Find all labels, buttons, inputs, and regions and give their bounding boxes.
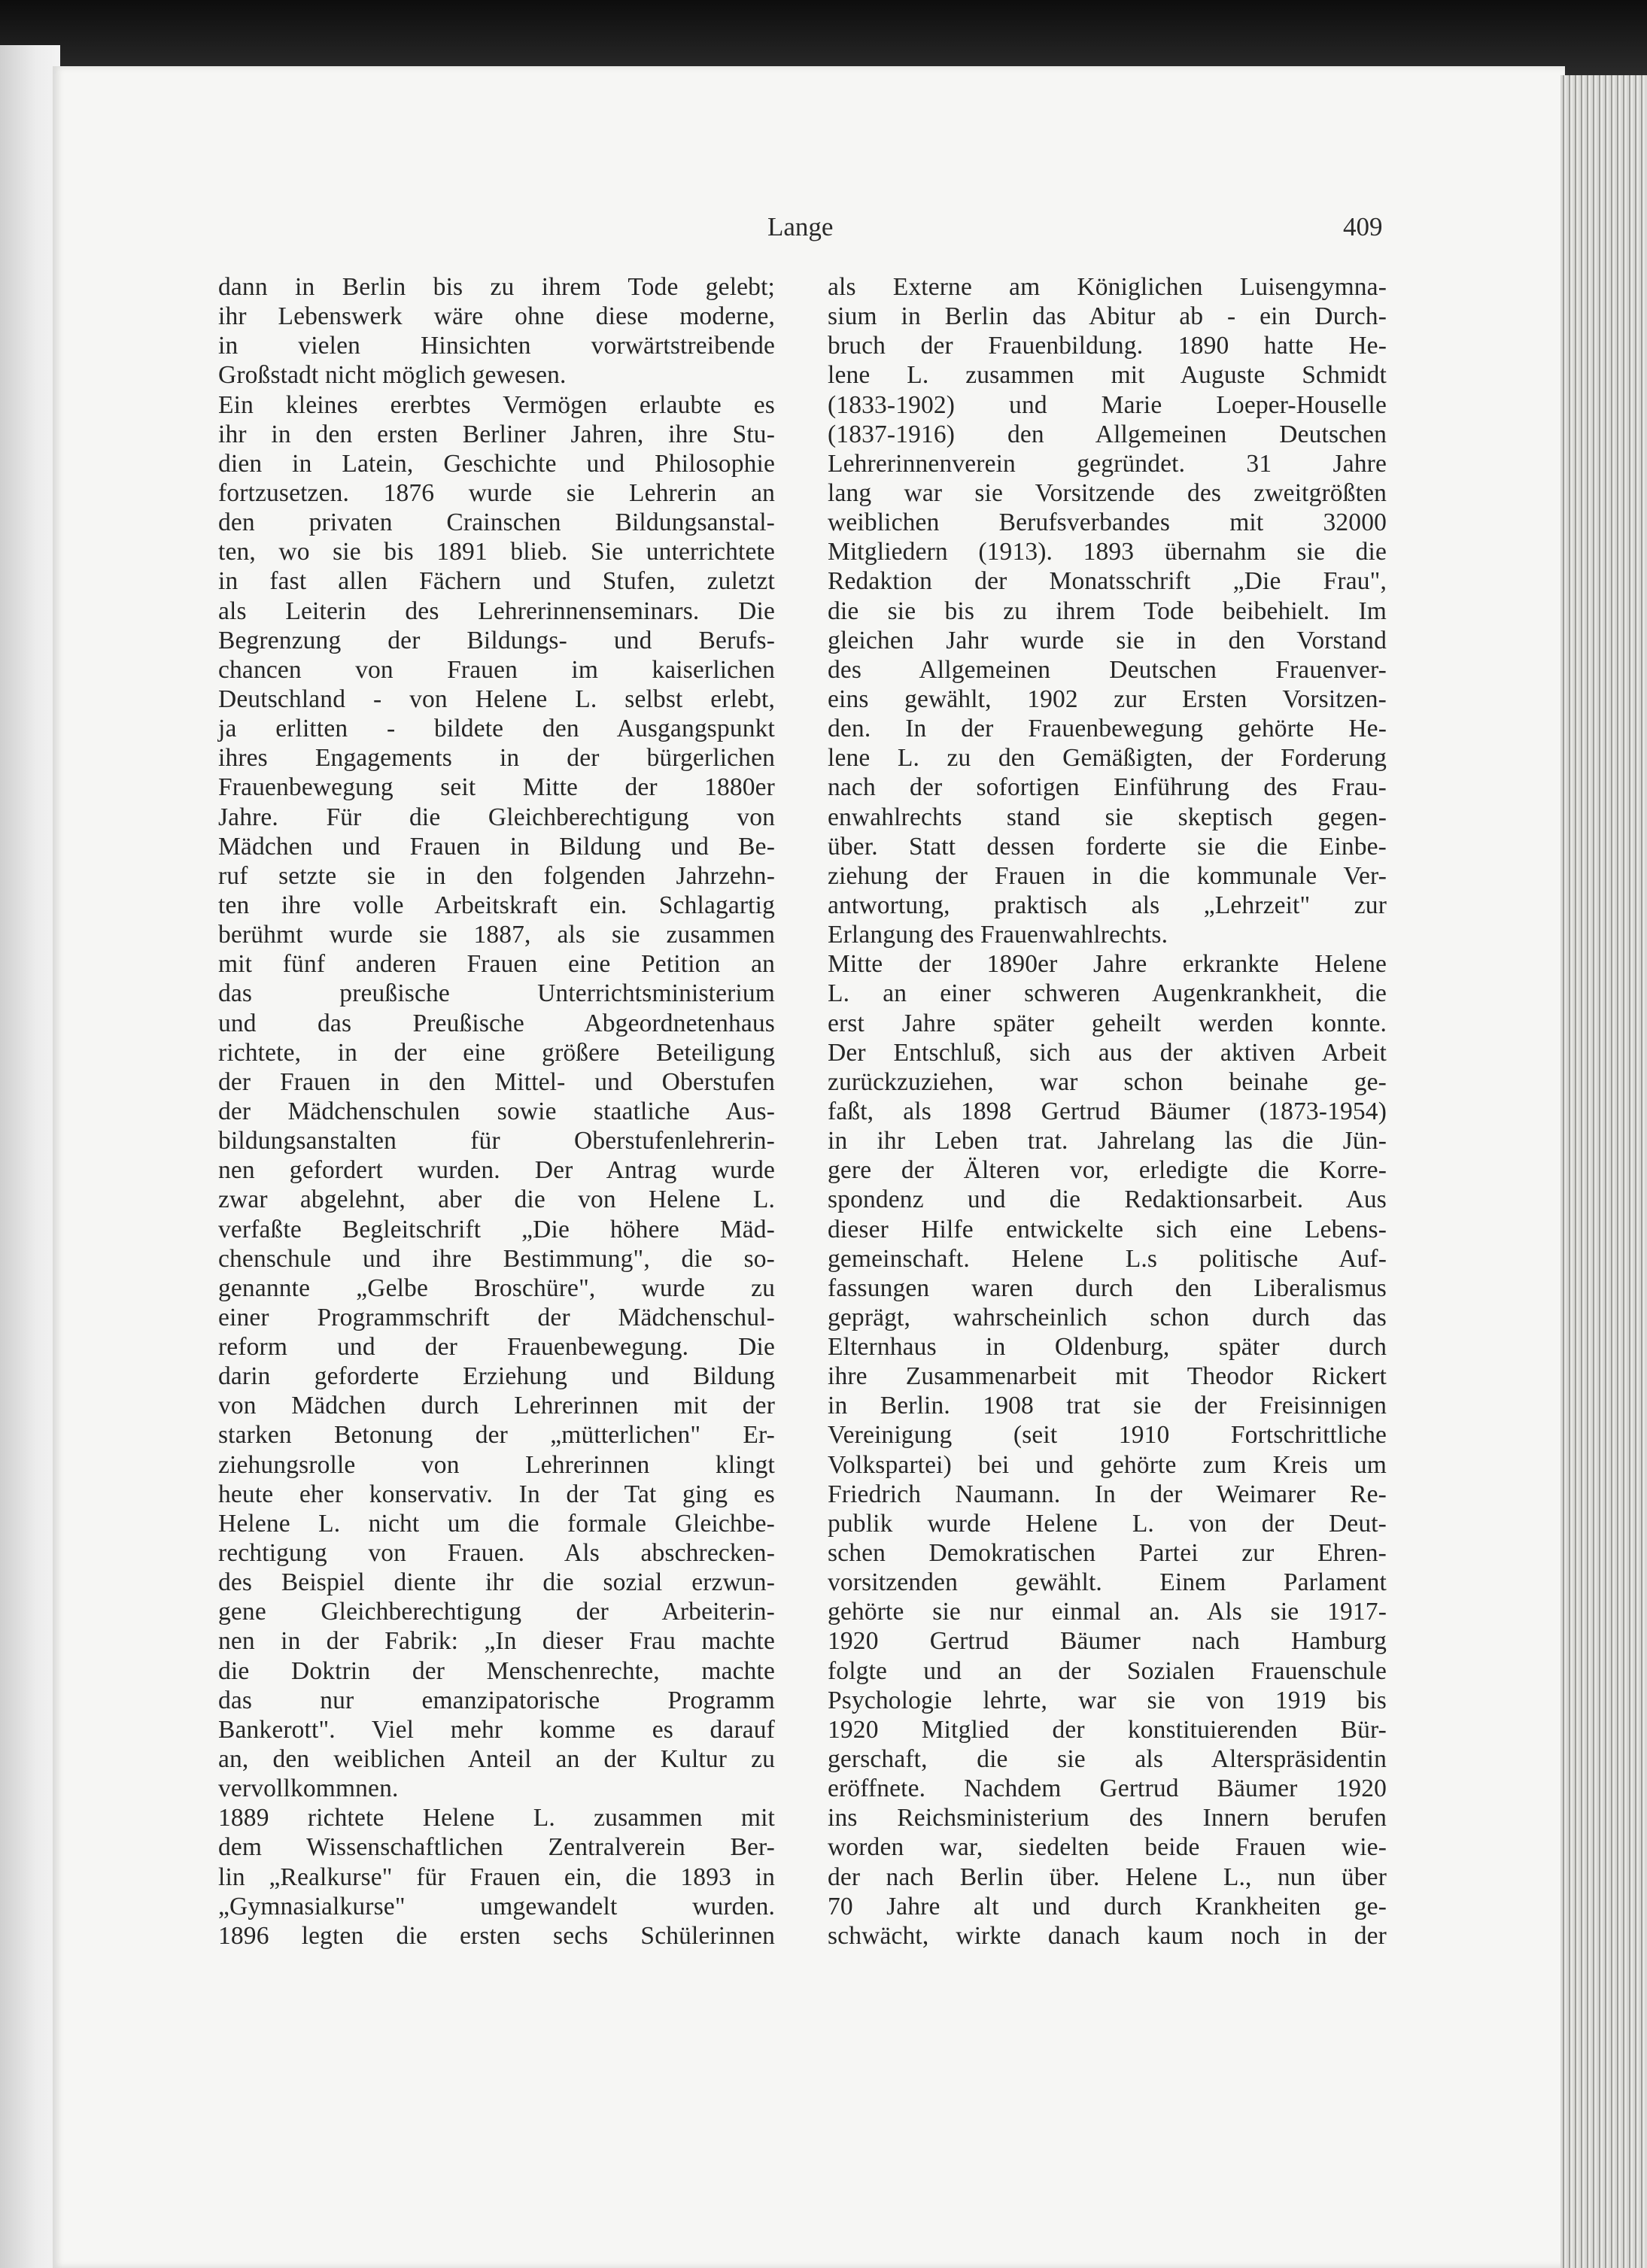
text-line: dieser Hilfe entwickelte sich eine Lebens-: [828, 1215, 1387, 1243]
text-line: über. Statt dessen forderte sie die Einbe-: [828, 832, 1387, 861]
text-line: lang war sie Vorsitzende des zweitgrößten: [828, 478, 1387, 507]
text-line: darin geforderte Erziehung und Bildung: [218, 1362, 775, 1391]
text-line: antwortung, praktisch als „Lehrzeit" zur: [828, 891, 1387, 919]
left-text-column: [218, 272, 775, 1951]
text-line: 1896 legten die ersten sechs Schülerinnen: [218, 1921, 775, 1950]
text-line: 1889 richtete Helene L. zusammen mit: [218, 1804, 775, 1832]
text-line: richtete, in der eine größere Beteiligung: [218, 1038, 775, 1067]
text-line: der nach Berlin über. Helene L., nun über: [828, 1863, 1387, 1891]
text-line: reform und der Frauenbewegung. Die: [218, 1333, 775, 1362]
text-line: ja erlitten - bildete den Ausgangspunkt: [218, 715, 775, 743]
text-line: enwahlrechts stand sie skeptisch gegen-: [828, 803, 1387, 831]
text-line: ins Reichsministerium des Innern berufen: [828, 1804, 1387, 1832]
facing-page-edge: [0, 45, 60, 2268]
text-line: Volkspartei) bei und gehörte zum Kreis um: [828, 1450, 1387, 1479]
text-line: spondenz und die Redaktionsarbeit. Aus: [828, 1186, 1387, 1214]
text-line: nach der sofortigen Einführung des Frau-: [828, 773, 1387, 802]
text-line: ziehungsrolle von Lehrerinnen klingt: [218, 1450, 775, 1479]
text-line: chancen von Frauen im kaiserlichen: [218, 655, 775, 684]
text-line: ihre Zusammenarbeit mit Theodor Rickert: [828, 1362, 1387, 1391]
text-line: Großstadt nicht möglich gewesen.: [218, 361, 567, 390]
text-line: lin „Realkurse" für Frauen ein, die 1893 in: [218, 1863, 775, 1891]
text-line: (1837-1916) den Allgemeinen Deutschen: [828, 420, 1387, 448]
text-line: schwächt, wirkte danach kaum noch in der: [828, 1921, 1387, 1950]
text-line: die Doktrin der Menschenrechte, machte: [218, 1656, 775, 1685]
text-line: L. an einer schweren Augenkrankheit, die: [828, 979, 1387, 1008]
text-line: dien in Latein, Geschichte und Philosophie: [218, 449, 775, 478]
text-line: gere der Älteren vor, erledigte die Korre-: [828, 1156, 1387, 1185]
text-line: das preußische Unterrichtsministerium: [218, 979, 775, 1008]
text-line: nen gefordert wurden. Der Antrag wurde: [218, 1156, 775, 1185]
text-line: Frauenbewegung seit Mitte der 1880er: [218, 773, 775, 802]
text-line: Der Entschluß, sich aus der aktiven Arbeit: [828, 1038, 1387, 1067]
text-line: Ein kleines ererbtes Vermögen erlaubte es: [218, 390, 775, 419]
text-line: sium in Berlin das Abitur ab - ein Durch-: [828, 302, 1387, 331]
text-line: vorsitzenden gewählt. Einem Parlament: [828, 1568, 1387, 1597]
text-line: rechtigung von Frauen. Als abschrecken-: [218, 1539, 775, 1568]
text-line: gemeinschaft. Helene L.s politische Auf-: [828, 1244, 1387, 1273]
text-line: als Externe am Königlichen Luisengymna-: [828, 273, 1387, 301]
text-line: nen in der Fabrik: „In dieser Frau machte: [218, 1627, 775, 1656]
text-line: Deutschland - von Helene L. selbst erlebt,: [218, 685, 775, 713]
text-line: genannte „Gelbe Broschüre", wurde zu: [218, 1274, 775, 1302]
text-line: Bankerott". Viel mehr komme es darauf: [218, 1715, 775, 1744]
text-line: weiblichen Berufsverbandes mit 32000: [828, 509, 1387, 537]
text-line: in ihr Leben trat. Jahrelang las die Jün-: [828, 1127, 1387, 1155]
text-line: dann in Berlin bis zu ihrem Tode gelebt;: [218, 273, 775, 301]
text-line: Mädchen und Frauen in Bildung und Be-: [218, 832, 775, 861]
page-number: 409: [1343, 212, 1383, 241]
text-line: gerschaft, die sie als Alterspräsidentin: [828, 1745, 1387, 1774]
text-line: worden war, siedelten beide Frauen wie-: [828, 1833, 1387, 1862]
text-line: bildungsanstalten für Oberstufenlehrerin-: [218, 1127, 775, 1155]
text-line: und das Preußische Abgeordnetenhaus: [218, 1009, 775, 1037]
text-line: eröffnete. Nachdem Gertrud Bäumer 1920: [828, 1775, 1387, 1803]
text-line: Lehrerinnenverein gegründet. 31 Jahre: [828, 449, 1387, 478]
text-line: der Mädchenschulen sowie staatliche Aus-: [218, 1097, 775, 1125]
text-line: zurückzuziehen, war schon beinahe ge-: [828, 1067, 1387, 1096]
text-line: an, den weiblichen Anteil an der Kultur zu: [218, 1745, 775, 1774]
text-line: ruf setzte sie in den folgenden Jahrzehn-: [218, 861, 775, 890]
text-line: bruch der Frauenbildung. 1890 hatte He-: [828, 332, 1387, 360]
text-line: Redaktion der Monatsschrift „Die Frau",: [828, 567, 1387, 596]
text-line: gleichen Jahr wurde sie in den Vorstand: [828, 626, 1387, 654]
text-line: in fast allen Fächern und Stufen, zuletzt: [218, 567, 775, 596]
scan-background-top: [0, 0, 1647, 75]
text-line: der Frauen in den Mittel- und Oberstufen: [218, 1067, 775, 1096]
text-line: chenschule und ihre Bestimmung", die so-: [218, 1244, 775, 1273]
text-line: Mitgliedern (1913). 1893 übernahm sie die: [828, 538, 1387, 566]
text-line: ihr in den ersten Berliner Jahren, ihre Stu-: [218, 420, 775, 448]
text-line: geprägt, wahrscheinlich schon durch das: [828, 1303, 1387, 1331]
text-line: Begrenzung der Bildungs- und Berufs-: [218, 626, 775, 654]
text-line: vervollkommnen.: [218, 1775, 399, 1803]
text-line: des Allgemeinen Deutschen Frauenver-: [828, 655, 1387, 684]
text-line: in vielen Hinsichten vorwärtstreibende: [218, 332, 775, 360]
text-line: die sie bis zu ihrem Tode beibehielt. Im: [828, 597, 1387, 625]
text-line: als Leiterin des Lehrerinnenseminars. Die: [218, 597, 775, 625]
text-line: 70 Jahre alt und durch Krankheiten ge-: [828, 1892, 1387, 1920]
text-line: faßt, als 1898 Gertrud Bäumer (1873-1954): [828, 1097, 1387, 1125]
text-line: gehörte sie nur einmal an. Als sie 1917-: [828, 1598, 1387, 1626]
text-line: 1920 Mitglied der konstituierenden Bür-: [828, 1715, 1387, 1744]
text-line: heute eher konservativ. In der Tat ging es: [218, 1480, 775, 1508]
text-line: von Mädchen durch Lehrerinnen mit der: [218, 1392, 775, 1420]
text-line: Friedrich Naumann. In der Weimarer Re-: [828, 1480, 1387, 1508]
text-line: eins gewählt, 1902 zur Ersten Vorsitzen-: [828, 685, 1387, 713]
text-line: „Gymnasialkurse" umgewandelt wurden.: [218, 1892, 775, 1920]
text-line: Helene L. nicht um die formale Gleichbe-: [218, 1509, 775, 1538]
text-line: verfaßte Begleitschrift „Die höhere Mäd-: [218, 1215, 775, 1243]
text-line: publik wurde Helene L. von der Deut-: [828, 1509, 1387, 1538]
text-line: fassungen waren durch den Liberalismus: [828, 1274, 1387, 1302]
text-line: Elternhaus in Oldenburg, später durch: [828, 1333, 1387, 1362]
text-line: erst Jahre später geheilt werden konnte.: [828, 1009, 1387, 1037]
text-line: 1920 Gertrud Bäumer nach Hamburg: [828, 1627, 1387, 1656]
text-line: einer Programmschrift der Mädchenschul-: [218, 1303, 775, 1331]
text-line: ziehung der Frauen in die kommunale Ver-: [828, 861, 1387, 890]
page-stack-edge: [1560, 75, 1647, 2268]
running-head: Lange: [767, 212, 834, 241]
text-line: des Beispiel diente ihr die sozial erzwun-: [218, 1568, 775, 1597]
text-line: Mitte der 1890er Jahre erkrankte Helene: [828, 950, 1387, 979]
text-line: ten, wo sie bis 1891 blieb. Sie unterrichtete: [218, 538, 775, 566]
text-line: den. In der Frauenbewegung gehörte He-: [828, 715, 1387, 743]
text-line: in Berlin. 1908 trat sie der Freisinnigen: [828, 1392, 1387, 1420]
text-line: (1833-1902) und Marie Loeper-Houselle: [828, 390, 1387, 419]
text-line: Jahre. Für die Gleichberechtigung von: [218, 803, 775, 831]
text-line: schen Demokratischen Partei zur Ehren-: [828, 1539, 1387, 1568]
text-line: Vereinigung (seit 1910 Fortschrittliche: [828, 1421, 1387, 1450]
text-line: ihres Engagements in der bürgerlichen: [218, 744, 775, 773]
text-line: dem Wissenschaftlichen Zentralverein Ber-: [218, 1833, 775, 1862]
text-line: Psychologie lehrte, war sie von 1919 bis: [828, 1686, 1387, 1714]
text-line: ihr Lebenswerk wäre ohne diese moderne,: [218, 302, 775, 331]
text-line: das nur emanzipatorische Programm: [218, 1686, 775, 1714]
text-line: lene L. zusammen mit Auguste Schmidt: [828, 361, 1387, 390]
text-line: fortzusetzen. 1876 wurde sie Lehrerin an: [218, 478, 775, 507]
text-line: folgte und an der Sozialen Frauenschule: [828, 1656, 1387, 1685]
text-line: starken Betonung der „mütterlichen" Er-: [218, 1421, 775, 1450]
right-text-column: [828, 272, 1387, 1951]
text-line: zwar abgelehnt, aber die von Helene L.: [218, 1186, 775, 1214]
text-line: Erlangung des Frauenwahlrechts.: [828, 921, 1168, 949]
text-line: den privaten Crainschen Bildungsanstal-: [218, 509, 775, 537]
text-line: lene L. zu den Gemäßigten, der Forderung: [828, 744, 1387, 773]
text-line: berühmt wurde sie 1887, als sie zusammen: [218, 921, 775, 949]
text-line: ten ihre volle Arbeitskraft ein. Schlagartig: [218, 891, 775, 919]
text-line: gene Gleichberechtigung der Arbeiterin-: [218, 1598, 775, 1626]
text-line: mit fünf anderen Frauen eine Petition an: [218, 950, 775, 979]
